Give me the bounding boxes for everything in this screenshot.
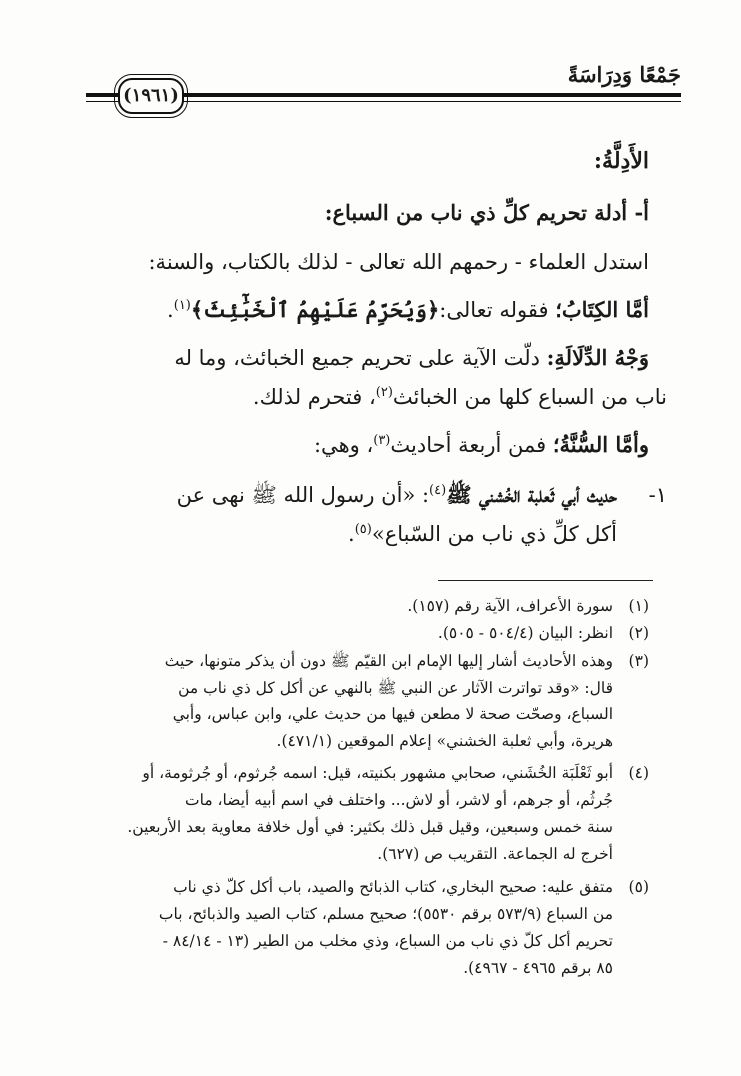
sunnah-line — [84, 432, 649, 457]
footnote-4-line-4: أخرج له الجماعة. التقريب ص (٦٢٧). — [377, 845, 613, 863]
hadith-1-line-2 — [84, 522, 617, 546]
hadith-1-text-1: : «أن رسول الله ﷺ نهى عن — [176, 483, 430, 507]
quran-label: أمَّا الكِتَابُ؛ — [555, 297, 649, 322]
footnote-4-line-3: سنة خمس وسبعين، وقيل قبل ذلك بكثير: في أول خلافة معاوية بعد الأربعين. — [127, 818, 613, 836]
hadith-number: ١- — [648, 483, 667, 507]
footnote-text: انظر: البيان (٥٠٤/٤ - ٥٠٥). — [437, 624, 613, 642]
footnote-4 — [84, 764, 649, 782]
footnote-ref-4[interactable]: (٤) — [429, 483, 447, 498]
footnote-ref-2[interactable]: (٢) — [375, 385, 393, 400]
footnote-number: (٣) — [628, 652, 649, 670]
sunnah-text: فمن أربعة أحاديث — [390, 433, 547, 457]
sunnah-end: ، وهي: — [313, 433, 374, 457]
quran-evidence — [84, 297, 649, 322]
footnote-5-line-4: ٨٥ برقم ٤٩٦٥ - ٤٩٦٧). — [463, 959, 613, 977]
section-title: الأَدِلَّةُ: — [593, 148, 649, 174]
evidence-label: وَجْهُ الدِّلَالَةِ: — [546, 345, 649, 370]
footnote-number: (١) — [628, 597, 649, 615]
footnote-number: (٢) — [628, 624, 649, 642]
hadith-1-text-2: أكل كلِّ ذي ناب من السّباع» — [371, 522, 617, 546]
evidence-line-2 — [84, 385, 667, 409]
footnote-text: أبو ثَعْلَبَة الخُشَني، صحابي مشهور بكنيته، قيل: اسمه جُرثوم، أو جُرثومة، أو — [142, 764, 613, 782]
footnote-5-line-2: من السباع (٥٧٣/٩ برقم ٥٥٣٠)؛ صحيح مسلم، كتاب الصيد والذبائح، باب — [158, 905, 613, 923]
footnote-text: وهذه الأحاديث أشار إليها الإمام ابن القيّم ﷺ دون أن يذكر متونها، حيث — [164, 652, 613, 670]
evidence-text-2-end: ، فتحرم لذلك. — [252, 385, 376, 409]
footnote-ref-3[interactable]: (٣) — [373, 433, 391, 448]
quran-end: . — [167, 298, 174, 322]
footnote-number: (٥) — [628, 878, 649, 896]
quran-text: فقوله تعالى: — [439, 298, 549, 322]
hadith-1-narrator: حديث أبي ثَعلبة الخُشني ﷺ — [446, 482, 617, 507]
footnote-text: سورة الأعراف، الآية رقم (١٥٧). — [407, 597, 613, 615]
subsection-title: أ- أدلة تحريم كلِّ ذي ناب من السباع: — [324, 200, 649, 225]
footnote-1 — [84, 597, 649, 615]
footnote-3-line-3: السباع، وصحّت صحة لا مطعن فيها من حديث علي، وابن عباس، وأبي — [172, 705, 613, 723]
intro-paragraph: استدل العلماء - رحمهم الله تعالى - لذلك بالكتاب، والسنة: — [148, 250, 649, 274]
quran-verse: ﴿وَيُحَرِّمُ عَلَيْهِمُ ٱلْخَبَٰٓئِثَ﴾ — [190, 297, 440, 322]
running-title: جَمْعًا وَدِرَاسَةً — [567, 62, 681, 87]
hadith-1-line-1 — [84, 482, 667, 513]
evidence-line-1 — [84, 345, 649, 370]
footnote-ref-1[interactable]: (١) — [173, 298, 191, 313]
footnote-3-line-2: قال: «وقد تواترت الآثار عن النبي ﷺ بالنهي عن أكل كل ذي ناب من — [178, 679, 613, 697]
evidence-text-2: ناب من السباع كلها من الخبائث — [392, 385, 667, 409]
footnote-ref-5[interactable]: (٥) — [354, 522, 372, 537]
hadith-1-end: . — [348, 522, 355, 546]
footnote-separator — [438, 580, 653, 581]
footnote-3-line-4: هريرة، وأبي ثعلبة الخشني» إعلام الموقعين (٤٧١/١). — [276, 732, 613, 750]
footnote-4-line-2: جُرثُم، أو جرهم، أو لاشر، أو لاش... واختلف في اسم أبيه أيضا، مات — [185, 791, 613, 809]
footnote-text: متفق عليه: صحيح البخاري، كتاب الذبائح والصيد، باب أكل كلّ ذي ناب — [173, 878, 613, 896]
footnote-number: (٤) — [628, 764, 649, 782]
footnote-5-line-3: تحريم أكل كلّ ذي ناب من السباع، وذي مخلب من الطير (١٣ - ٨٤/١٤ - — [162, 932, 613, 950]
footnote-3 — [84, 651, 649, 674]
sunnah-label: وأمَّا السُّنَّةُ؛ — [552, 432, 649, 457]
footnote-2 — [84, 624, 649, 642]
evidence-text-1: دلّت الآية على تحريم جميع الخبائث، وما له — [174, 346, 540, 370]
footnote-5 — [84, 878, 649, 896]
page-number: (١٩٦١) — [118, 78, 184, 114]
